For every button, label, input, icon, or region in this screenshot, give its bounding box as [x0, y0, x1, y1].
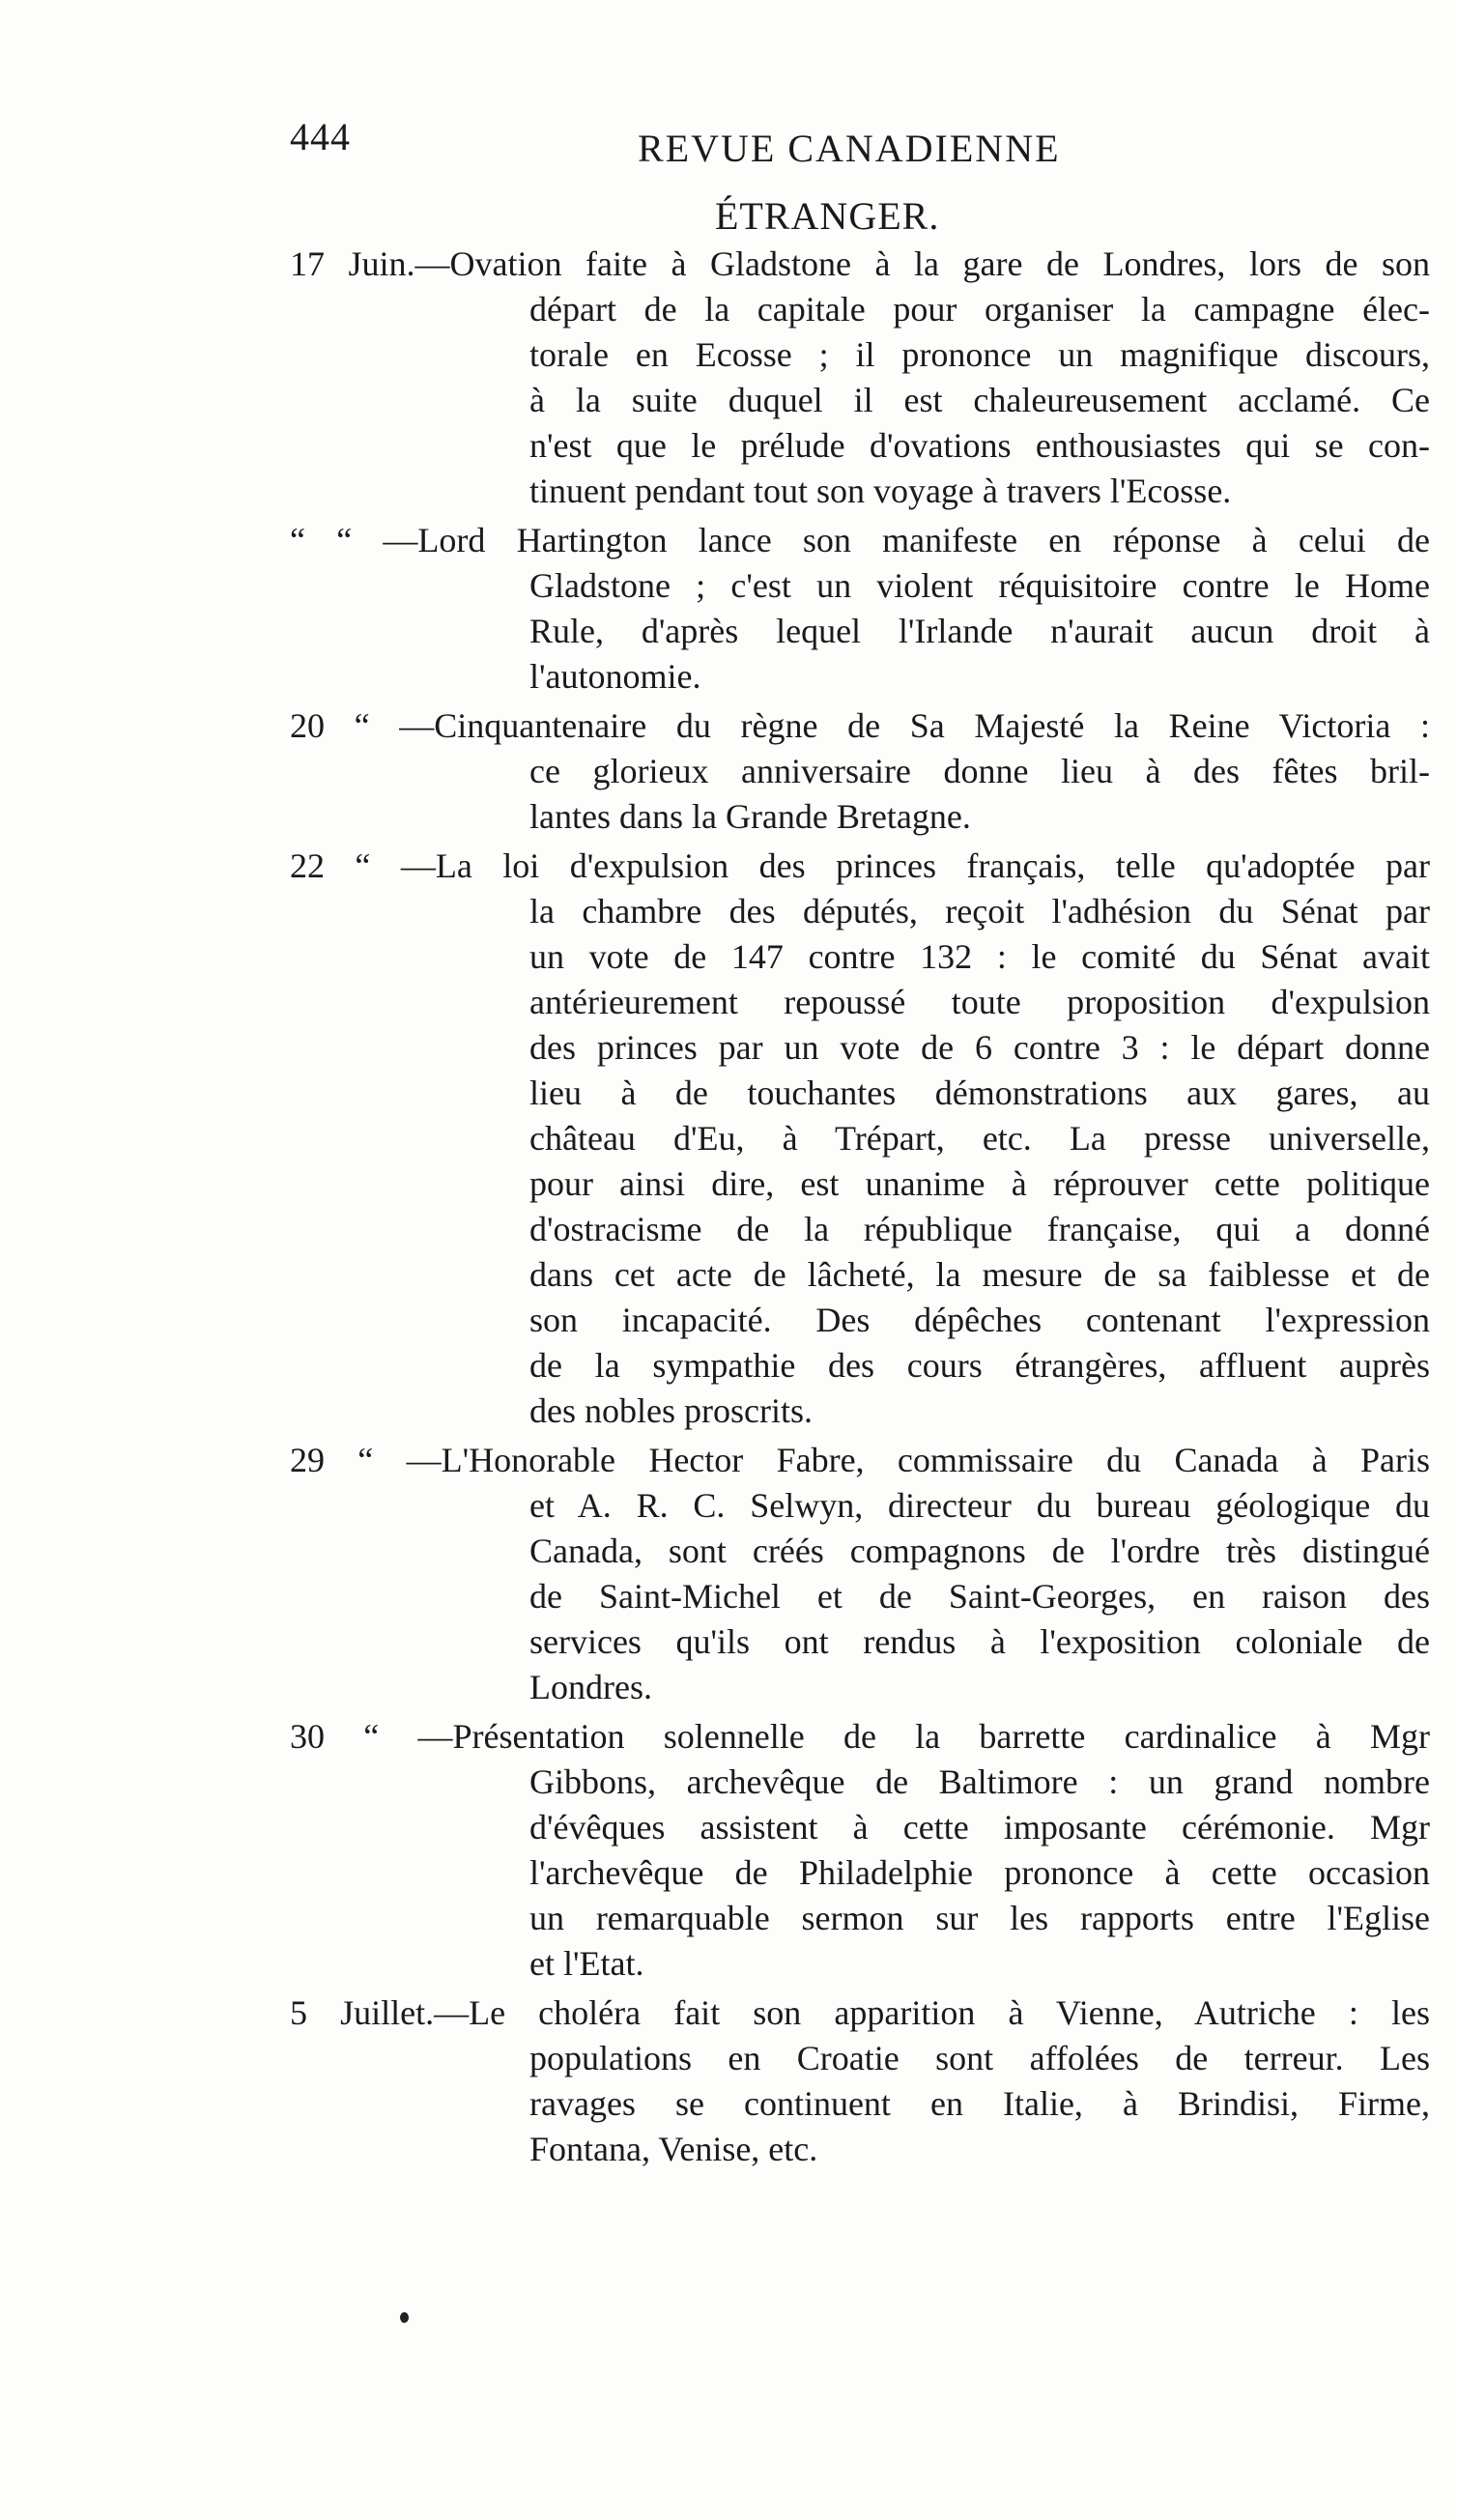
entry-line: Gibbons, archevêque de Baltimore : un grand nombre: [529, 1762, 1430, 1801]
chronicle-entry: [290, 1990, 1430, 2172]
chronicle-entry: [290, 518, 1430, 700]
entry-line: lieu à de touchantes démonstrations aux gares, au: [529, 1074, 1430, 1112]
ink-speck: [400, 2312, 409, 2323]
section-heading: ÉTRANGER.: [715, 194, 940, 238]
page-number: 444: [290, 115, 351, 158]
entry-line: 29 “ —L'Honorable Hector Fabre, commissaire du Canada à Paris: [290, 1441, 1430, 1479]
entry-line: et l'Etat.: [529, 1944, 644, 1983]
entry-line: un vote de 147 contre 132 : le comité du Sénat avait: [529, 937, 1430, 976]
entry-line: Canada, sont créés compagnons de l'ordre très distingué: [529, 1532, 1430, 1570]
entry-line: n'est que le prélude d'ovations enthousiastes qui se con-: [529, 426, 1430, 465]
entry-line: 17 Juin.—Ovation faite à Gladstone à la gare de Londres, lors de son: [290, 244, 1430, 283]
running-title: REVUE CANADIENNE: [638, 127, 1061, 170]
entry-line: Gladstone ; c'est un violent réquisitoire contre le Home: [529, 566, 1430, 605]
entry-line: à la suite duquel il est chaleureusement acclamé. Ce: [529, 381, 1430, 419]
chronicle-entry: [290, 1438, 1430, 1710]
entry-line: tinuent pendant tout son voyage à travers l'Ecosse.: [529, 472, 1232, 510]
entry-line: “ “ —Lord Hartington lance son manifeste en réponse à celui de: [290, 521, 1430, 559]
entry-line: la chambre des députés, reçoit l'adhésion du Sénat par: [529, 892, 1430, 931]
entry-line: 20 “ —Cinquantenaire du règne de Sa Majesté la Reine Victoria :: [290, 706, 1430, 745]
entry-line: Fontana, Venise, etc.: [529, 2130, 818, 2168]
chronicle-entry: [290, 844, 1430, 1434]
entry-line: l'autonomie.: [529, 657, 701, 696]
entry-line: départ de la capitale pour organiser la campagne élec-: [529, 290, 1430, 329]
entry-line: et A. R. C. Selwyn, directeur du bureau géologique du: [529, 1486, 1430, 1525]
entry-line: des princes par un vote de 6 contre 3 : le départ donne: [529, 1028, 1430, 1067]
entry-line: d'évêques assistent à cette imposante cérémonie. Mgr: [529, 1808, 1430, 1847]
entry-line: 30 “ —Présentation solennelle de la barrette cardinalice à Mgr: [290, 1717, 1430, 1756]
entry-line: ravages se continuent en Italie, à Brindisi, Firme,: [529, 2084, 1430, 2123]
entry-line: des nobles proscrits.: [529, 1391, 813, 1430]
entry-line: 5 Juillet.—Le choléra fait son apparition à Vienne, Autriche : les: [290, 1993, 1430, 2032]
entry-line: Rule, d'après lequel l'Irlande n'aurait aucun droit à: [529, 612, 1430, 650]
entry-line: antérieurement repoussé toute proposition d'expulsion: [529, 983, 1430, 1021]
entry-line: pour ainsi dire, est unanime à réprouver cette politique: [529, 1164, 1430, 1203]
page-header: [290, 114, 1430, 172]
entry-line: de Saint-Michel et de Saint-Georges, en raison des: [529, 1577, 1430, 1616]
chronicle-entry: [290, 703, 1430, 840]
entry-line: 22 “ —La loi d'expulsion des princes français, telle qu'adoptée par: [290, 846, 1430, 885]
chronicle-entry: [290, 242, 1430, 514]
entry-line: lantes dans la Grande Bretagne.: [529, 797, 971, 836]
entry-line: l'archevêque de Philadelphie prononce à cette occasion: [529, 1853, 1430, 1892]
entry-line: services qu'ils ont rendus à l'exposition coloniale de: [529, 1622, 1430, 1661]
entry-line: son incapacité. Des dépêches contenant l'expression: [529, 1301, 1430, 1339]
entry-line: d'ostracisme de la république française, qui a donné: [529, 1210, 1430, 1248]
entry-line: torale en Ecosse ; il prononce un magnifique discours,: [529, 335, 1430, 374]
entry-line: dans cet acte de lâcheté, la mesure de sa faiblesse et de: [529, 1255, 1430, 1294]
entry-line: Londres.: [529, 1668, 652, 1706]
entry-line: de la sympathie des cours étrangères, affluent auprès: [529, 1346, 1430, 1385]
entry-line: un remarquable sermon sur les rapports entre l'Eglise: [529, 1899, 1430, 1937]
chronicle-entries: [290, 242, 1430, 2176]
entry-line: château d'Eu, à Trépart, etc. La presse universelle,: [529, 1119, 1430, 1158]
chronicle-entry: [290, 1714, 1430, 1987]
entry-line: ce glorieux anniversaire donne lieu à des fêtes bril-: [529, 752, 1430, 790]
entry-line: populations en Croatie sont affolées de terreur. Les: [529, 2039, 1430, 2077]
